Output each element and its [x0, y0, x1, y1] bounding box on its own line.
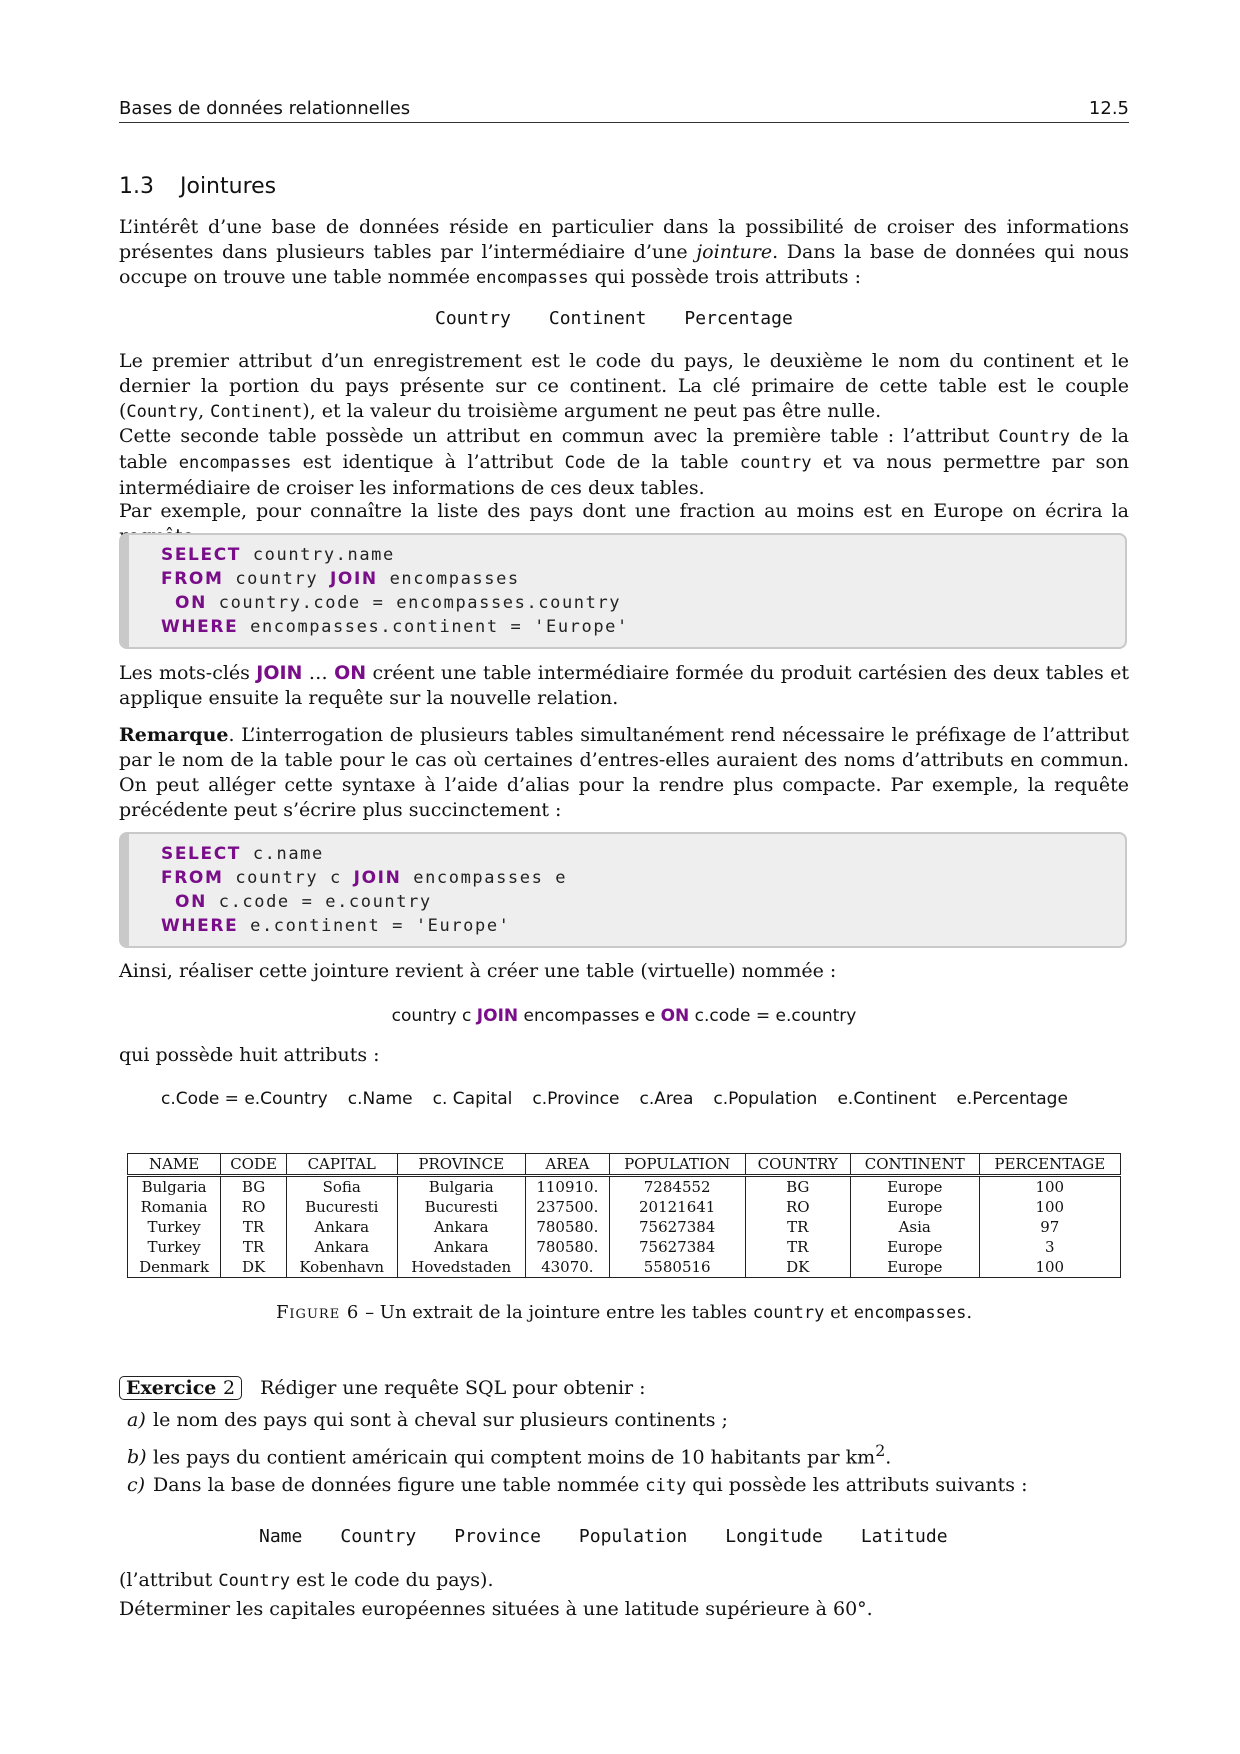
kw-where: WHERE — [161, 916, 239, 936]
join-expression — [119, 1006, 1129, 1026]
table-cell: Europe — [850, 1176, 979, 1198]
remark-text: . L’interrogation de plusieurs tables simultanément rend nécessaire le préfixage de l’attribut par le nom de la table pour le cas où certaines d’entres-elles auraient des noms d’attributs en commun. On peut alléger cette syntaxe à l’aide d’alias pour la rendre plus compacte. Par exemple, la requête précédente peut s’écrire plus succinctement : — [119, 724, 1129, 821]
paragraph-join-on — [119, 661, 1129, 711]
para5-text-a: Les mots-clés — [119, 662, 257, 684]
exercise-intro: Rédiger une requête SQL pour obtenir : — [260, 1377, 646, 1399]
para2-sep: , — [198, 400, 211, 422]
para2-text-a: Le premier attribut d’un enregistrement est le code du pays, le deuxième le nom du continent et le dernier la portion du pays présente sur ce continent. La clé primaire de cette table est le couple ( — [119, 350, 1129, 422]
para2-key-2: Continent — [210, 402, 303, 422]
code1-l2a: country — [223, 569, 330, 589]
table-cell: Bucuresti — [286, 1197, 397, 1217]
joined-attr: c.Code = e.Country — [161, 1089, 328, 1109]
encompasses-attributes — [435, 308, 831, 329]
caption-text-a: – Un extrait de la jointure entre les tables — [359, 1302, 753, 1323]
code1-line-2 — [161, 567, 1125, 591]
code2-line-2 — [161, 866, 1125, 890]
table-cell: Kobenhavn — [286, 1257, 397, 1278]
table-cell: DK — [221, 1257, 287, 1278]
kw-from: FROM — [161, 569, 224, 589]
table-cell: Europe — [850, 1257, 979, 1278]
table-cell: Sofia — [286, 1176, 397, 1198]
table-cell: Europe — [850, 1237, 979, 1257]
code1-l3: country.code = encompasses.country — [206, 593, 622, 613]
exercise-heading — [119, 1377, 646, 1399]
join-expr-c: c.code = e.country — [689, 1006, 857, 1026]
table-row — [128, 1237, 1121, 1257]
code1-l1: country.name — [240, 545, 395, 565]
kw-from: FROM — [161, 868, 224, 888]
para3-mono-1: Country — [998, 427, 1070, 447]
caption-text-c: . — [966, 1302, 973, 1323]
para2-key-1: Country — [126, 402, 199, 422]
para3-text-b: de la table — [119, 425, 1129, 473]
para3-mono-4: country — [739, 453, 812, 473]
country-note — [119, 1568, 1129, 1594]
table-cell: Europe — [850, 1197, 979, 1217]
join-extract-table — [127, 1153, 1121, 1278]
table-cell: Bucuresti — [397, 1197, 525, 1217]
caption-label: Figure 6 — [275, 1302, 360, 1323]
table-cell: RO — [221, 1197, 287, 1217]
table-cell: 7284552 — [609, 1176, 745, 1198]
running-header — [119, 96, 1129, 123]
code2-l3: c.code = e.country — [206, 892, 432, 912]
section-heading — [119, 174, 276, 199]
table-cell: Romania — [128, 1197, 221, 1217]
table-row — [128, 1257, 1121, 1278]
exercise-label-box — [119, 1376, 242, 1400]
para3-mono-2: encompasses — [178, 453, 292, 473]
item-label: a) — [127, 1409, 146, 1431]
header-title: Bases de données relationnelles — [119, 98, 411, 119]
table-cell: Hovedstaden — [397, 1257, 525, 1278]
table-cell: Asia — [850, 1217, 979, 1237]
exercise-number: 2 — [222, 1377, 236, 1399]
para5-dots: … — [302, 662, 335, 684]
para3-text-a: Cette seconde table possède un attribut en commun avec la première table : l’attribut — [119, 425, 999, 447]
code1-line-3 — [161, 591, 1125, 615]
code1-line-4 — [161, 615, 1125, 639]
city-attr: Latitude — [860, 1526, 948, 1547]
table-cell: 43070. — [525, 1257, 609, 1278]
table-cell: 100 — [979, 1257, 1120, 1278]
kw-select: SELECT — [161, 545, 241, 565]
table-cell: 97 — [979, 1217, 1120, 1237]
joined-attr: c. Capital — [432, 1089, 513, 1109]
attr-percentage: Percentage — [684, 308, 793, 329]
column-header: NAME — [128, 1154, 221, 1176]
table-cell: 75627384 — [609, 1237, 745, 1257]
remark-label: Remarque — [119, 724, 229, 746]
city-attributes — [259, 1526, 986, 1547]
sql-code-block-2 — [119, 832, 1127, 948]
city-attr: Population — [578, 1526, 688, 1547]
table-cell: BG — [221, 1176, 287, 1198]
caption-mono-1: country — [752, 1303, 825, 1323]
table-cell: Ankara — [397, 1217, 525, 1237]
para3-mono-3: Code — [564, 453, 606, 473]
kw-join: JOIN — [353, 868, 402, 888]
item-text: Dans la base de données figure une table nommée — [153, 1474, 646, 1496]
table-cell: 237500. — [525, 1197, 609, 1217]
kw-join: JOIN — [330, 569, 378, 589]
column-header: CODE — [221, 1154, 287, 1176]
table-cell: Ankara — [286, 1217, 397, 1237]
table-cell: 3 — [979, 1237, 1120, 1257]
column-header: PROVINCE — [397, 1154, 525, 1176]
kw-on: ON — [175, 593, 207, 613]
item-text: le nom des pays qui sont à cheval sur plusieurs continents ; — [153, 1409, 728, 1431]
table-row — [128, 1217, 1121, 1237]
table-cell: 5580516 — [609, 1257, 745, 1278]
table-cell: TR — [745, 1217, 850, 1237]
attr-continent: Continent — [548, 308, 647, 329]
section-number: 1.3 — [119, 174, 154, 199]
table-cell: Ankara — [286, 1237, 397, 1257]
item-superscript: 2 — [875, 1441, 886, 1460]
para3-text-d: de la table — [605, 451, 740, 473]
table-cell: Bulgaria — [397, 1176, 525, 1198]
item-mono: city — [645, 1476, 687, 1496]
item-text: les pays du contient américain qui comptent moins de 10 habitants par km — [153, 1446, 876, 1469]
table-cell: DK — [745, 1257, 850, 1278]
column-header: AREA — [525, 1154, 609, 1176]
caption-mono-2: encompasses — [853, 1303, 967, 1323]
code2-l2a: country c — [223, 868, 354, 888]
city-attr: Province — [454, 1526, 541, 1547]
remark-paragraph — [119, 723, 1129, 823]
table-cell: Turkey — [128, 1217, 221, 1237]
item-end: . — [885, 1446, 892, 1469]
table-cell: 20121641 — [609, 1197, 745, 1217]
table-cell: BG — [745, 1176, 850, 1198]
joined-attr: e.Continent — [837, 1089, 937, 1109]
intro-text-2: . Dans la base de données qui nous occupe on trouve une table nommée — [119, 241, 1129, 288]
table-cell: Ankara — [397, 1237, 525, 1257]
table-header-row — [128, 1154, 1121, 1176]
code2-l1: c.name — [240, 844, 324, 864]
section-title: Jointures — [180, 174, 277, 199]
column-header: CAPITAL — [286, 1154, 397, 1176]
exercise-item-c — [127, 1474, 1127, 1496]
paragraph-common-attribute — [119, 424, 1129, 501]
final-question: Déterminer les capitales européennes situées à une latitude supérieure à 60°. — [119, 1598, 873, 1620]
para5-text-b: créent une table intermédiaire formée du produit cartésien des deux tables et applique ensuite la requête sur la nouvelle relation. — [119, 662, 1129, 709]
city-attr: Longitude — [725, 1526, 823, 1547]
item-label: c) — [127, 1474, 146, 1496]
table-cell: Denmark — [128, 1257, 221, 1278]
intro-text-3: qui possède trois attributs : — [588, 266, 861, 288]
para5-kw-on: ON — [334, 662, 367, 684]
code2-l4: e.continent = 'Europe' — [238, 916, 511, 936]
code1-line-1 — [161, 543, 1125, 567]
table-cell: 100 — [979, 1176, 1120, 1198]
table-cell: TR — [745, 1237, 850, 1257]
paragraph-virtual-table: Ainsi, réaliser cette jointure revient à créer une table (virtuelle) nommée : — [119, 960, 837, 982]
para2-text-b: ), et la valeur du troisième argument ne peut pas être nulle. — [302, 400, 882, 422]
join-expr-b: encompasses e — [518, 1006, 661, 1026]
sql-code-block-1 — [119, 533, 1127, 649]
join-expr-a: country c — [391, 1006, 477, 1026]
table-cell: 110910. — [525, 1176, 609, 1198]
column-header: PERCENTAGE — [979, 1154, 1120, 1176]
join-expr-kw-on: ON — [660, 1006, 690, 1026]
kw-on: ON — [175, 892, 207, 912]
para3-text-e: et va nous permettre par son intermédiaire de croiser les informations de ces deux tables. — [119, 451, 1130, 499]
item-text-end: qui possède les attributs suivants : — [686, 1474, 1028, 1496]
joined-attr: c.Population — [713, 1089, 818, 1109]
attr-country: Country — [435, 308, 511, 329]
joined-attr: c.Name — [347, 1089, 413, 1109]
table-row — [128, 1197, 1121, 1217]
table-cell: 100 — [979, 1197, 1120, 1217]
table-cell: Bulgaria — [128, 1176, 221, 1198]
note-mono: Country — [218, 1571, 291, 1591]
joined-attr: c.Province — [532, 1089, 620, 1109]
paragraph-eight-attributes: qui possède huit attributs : — [119, 1044, 380, 1066]
column-header: POPULATION — [609, 1154, 745, 1176]
item-label: b) — [127, 1446, 147, 1469]
kw-select: SELECT — [161, 844, 241, 864]
joined-attr: c.Area — [639, 1089, 694, 1109]
exercise-item-a — [127, 1409, 1127, 1431]
paragraph-primary-key — [119, 349, 1129, 425]
exercise-label: Exercice — [126, 1377, 217, 1399]
para5-kw-join: JOIN — [256, 662, 303, 684]
table-cell: TR — [221, 1237, 287, 1257]
note-text-a: (l’attribut — [119, 1569, 219, 1591]
table-cell: 75627384 — [609, 1217, 745, 1237]
figure-caption — [119, 1302, 1129, 1323]
table-cell: 780580. — [525, 1237, 609, 1257]
join-expr-kw-join: JOIN — [476, 1006, 519, 1026]
column-header: CONTINENT — [850, 1154, 979, 1176]
kw-where: WHERE — [161, 617, 239, 637]
caption-text-b: et — [824, 1302, 854, 1323]
table-cell: RO — [745, 1197, 850, 1217]
paragraph-example: Par exemple, pour connaître la liste des pays dont une fraction au moins est en Europe on écrira la — [119, 500, 1129, 522]
table-row — [128, 1176, 1121, 1198]
note-text-b: est le code du pays). — [290, 1569, 494, 1591]
intro-paragraph — [119, 215, 1129, 291]
code2-line-4 — [161, 914, 1125, 938]
code2-line-1 — [161, 842, 1125, 866]
intro-table-name: encompasses — [476, 268, 589, 288]
exercise-item-b — [127, 1441, 1127, 1468]
city-attr: Country — [340, 1526, 417, 1547]
table-cell: Turkey — [128, 1237, 221, 1257]
city-attr: Name — [259, 1526, 303, 1547]
code1-l2b: encompasses — [377, 569, 520, 589]
joined-attr: e.Percentage — [956, 1089, 1068, 1109]
table-cell: 780580. — [525, 1217, 609, 1237]
code1-l4: encompasses.continent = 'Europe' — [238, 617, 629, 637]
para3-text-c: est identique à l’attribut — [291, 451, 565, 473]
joined-attributes-list — [161, 1089, 1088, 1109]
intro-text-1: L’intérêt d’une base de données réside en particulier dans la possibilité de croiser des informations présentes dans plusieurs tables par l’intermédiaire d’une — [119, 216, 1129, 263]
intro-emphasis: jointure — [696, 241, 773, 263]
code2-l2b: encompasses e — [401, 868, 568, 888]
page-number: 12.5 — [1088, 98, 1129, 119]
table-cell: TR — [221, 1217, 287, 1237]
column-header: COUNTRY — [745, 1154, 850, 1176]
code2-line-3 — [161, 890, 1125, 914]
